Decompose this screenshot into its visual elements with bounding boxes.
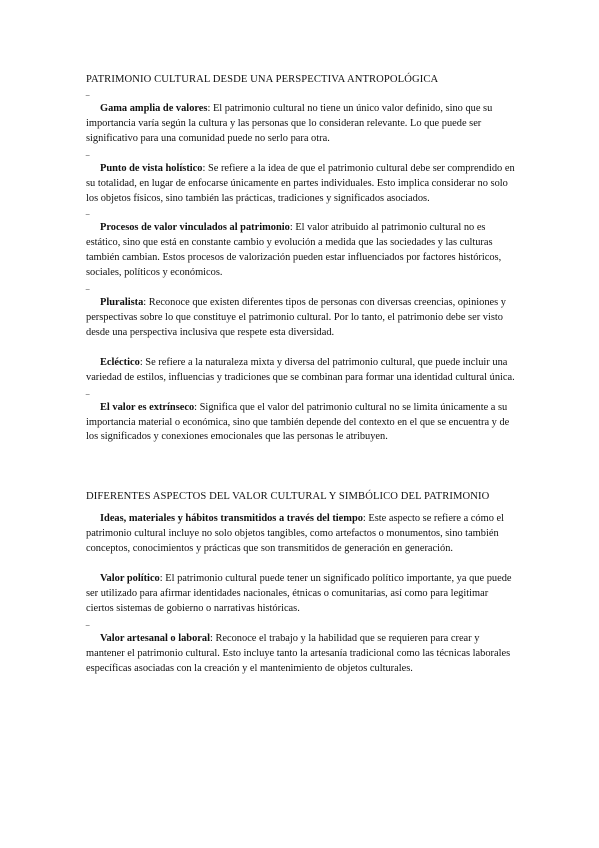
term-description: : El valor atribuido al patrimonio cultural no es estático, sino que está en constante cambio y evolución a medida que las sociedades y las culturas también cambian. Estos procesos de valorización pueden estar influenciados por factores históricos, sociales, políticos y económicos. bbox=[86, 222, 502, 279]
term: El valor es extrínseco bbox=[100, 401, 195, 413]
list-item bbox=[86, 96, 518, 147]
paragraph bbox=[86, 572, 518, 617]
bullet-dash: ‾ bbox=[86, 155, 90, 167]
list-item bbox=[86, 512, 518, 557]
paragraph bbox=[86, 356, 518, 386]
paragraph bbox=[86, 512, 518, 557]
term: Valor artesanal o laboral bbox=[100, 632, 210, 644]
bullet-dash: ‾ bbox=[86, 96, 90, 107]
list-item bbox=[86, 625, 518, 677]
section-title: PATRIMONIO CULTURAL DESDE UNA PERSPECTIVA ANTROPOLÓGICA bbox=[86, 74, 439, 85]
list-item bbox=[86, 356, 518, 386]
term-description: : Se refiere a la naturaleza mixta y diversa del patrimonio cultural, que puede incluir una variedad de estilos, influencias y tradiciones que se combinan para formar una identidad cultural única. bbox=[86, 356, 515, 383]
list-item bbox=[86, 572, 518, 617]
term: Procesos de valor vinculados al patrimonio bbox=[100, 222, 290, 234]
term: Ideas, materiales y hábitos transmitidos a través del tiempo bbox=[100, 513, 363, 525]
term: Valor político bbox=[100, 573, 160, 585]
term-description: : Reconoce el trabajo y la habilidad que se requieren para crear y mantener el patrimonio cultural. Esto incluye tanto la artesanía tradicional como las técnicas laborales específicas asociadas con la creación y el mantenimiento de objetos culturales. bbox=[86, 632, 511, 674]
paragraph bbox=[86, 221, 518, 281]
term: Gama amplia de valores bbox=[100, 103, 208, 114]
term: Pluralista bbox=[100, 297, 144, 309]
paragraph bbox=[86, 632, 518, 677]
term-description: : El patrimonio cultural no tiene un único valor definido, sino que su importancia varía según la cultura y las personas que lo consideran relevante. Lo que puede ser significativo para una comunidad puede no serlo para otra. bbox=[86, 103, 493, 144]
term: Ecléctico bbox=[100, 356, 140, 368]
section-title: DIFERENTES ASPECTOS DEL VALOR CULTURAL Y SIMBÓLICO DEL PATRIMONIO bbox=[86, 491, 490, 503]
bullet-dash: ‾ bbox=[86, 394, 90, 406]
term-description: : El patrimonio cultural puede tener un significado político importante, ya que puede ser utilizado para afirmar identidades nacionales, étnicas o comunitarias, así como para legitimar ciertos sistemas de gobierno o narrativas históricas. bbox=[86, 573, 512, 614]
bullet-dash: ‾ bbox=[86, 215, 90, 227]
list-item bbox=[86, 155, 518, 207]
list-item bbox=[86, 394, 518, 446]
list-item bbox=[86, 215, 518, 281]
term-description: : Reconoce que existen diferentes tipos de personas con diversas creencias, opiniones y perspectivas sobre lo que constituye el patrimonio cultural. Por lo tanto, el patrimonio debe ser visto desde una perspectiva inclusiva que respete esta diversidad. bbox=[86, 297, 506, 338]
paragraph bbox=[86, 296, 518, 341]
document-body bbox=[86, 72, 518, 676]
paragraph bbox=[86, 401, 518, 446]
bullet-dash: ‾ bbox=[86, 625, 90, 637]
paragraph bbox=[86, 162, 518, 207]
term-description: : Este aspecto se refiere a cómo el patrimonio cultural incluye no solo objetos tangibles, como artefactos o monumentos, sino también conceptos, conocimientos y prácticas que son transmitidos de generación en generación. bbox=[86, 513, 504, 555]
paragraph bbox=[86, 102, 518, 147]
term: Punto de vista holístico bbox=[100, 162, 203, 174]
term-description: : Significa que el valor del patrimonio cultural no se limita únicamente a su importancia material o económica, sino que también depende del contexto en el que se encuentra y de los significados y conexiones emocionales que las personas le atribuyen. bbox=[86, 401, 510, 443]
term-description: : Se refiere a la idea de que el patrimonio cultural debe ser comprendido en su totalidad, en lugar de enfocarse únicamente en partes individuales. Esto implica considerar no solo los objetos físicos, sino también las prácticas, tradiciones y significados asociados. bbox=[86, 162, 515, 204]
list-item bbox=[86, 290, 518, 341]
bullet-dash: ‾ bbox=[86, 290, 90, 302]
